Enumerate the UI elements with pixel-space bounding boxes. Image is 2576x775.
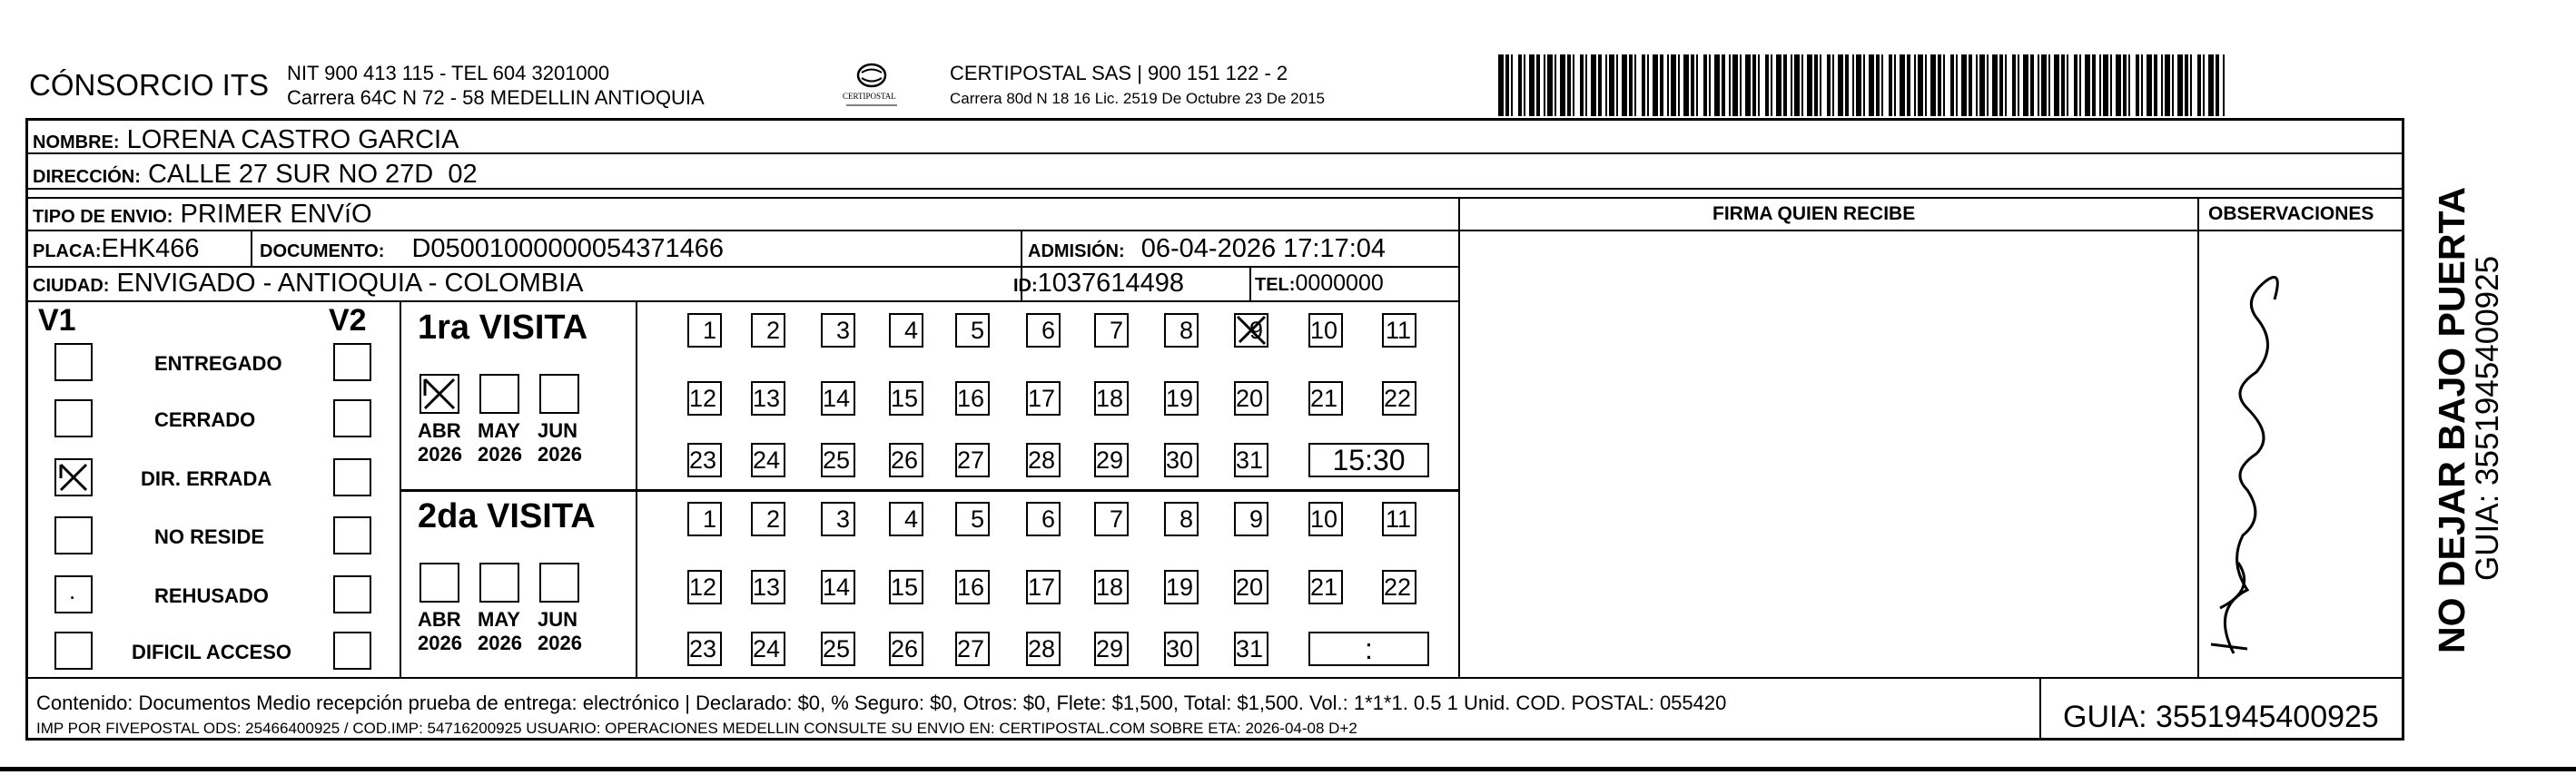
barcode-bar <box>1869 54 1874 116</box>
day-box[interactable]: 18 <box>1094 381 1129 416</box>
day-box[interactable]: 22 <box>1382 570 1416 604</box>
tipo-value: PRIMER ENVíO <box>180 200 372 229</box>
barcode-bar <box>1758 54 1760 116</box>
day-box[interactable]: 4 <box>889 502 923 536</box>
barcode-bar <box>2103 54 2108 116</box>
nombre-row <box>33 127 459 153</box>
barcode-bar <box>1498 54 1504 116</box>
day-box[interactable]: 27 <box>955 443 990 477</box>
month-label: ABR <box>418 608 461 631</box>
status-v1-checkbox[interactable] <box>54 343 93 381</box>
status-label: REHUSADO <box>154 584 269 607</box>
barcode-bar <box>1691 54 1694 116</box>
barcode-bar <box>1863 54 1865 116</box>
day-box[interactable]: 22 <box>1382 381 1416 416</box>
status-label: CERRADO <box>154 408 256 431</box>
month-checkbox[interactable] <box>539 563 579 603</box>
barcode-bar <box>1660 54 1663 116</box>
status-v2-checkbox[interactable] <box>333 575 371 613</box>
col-line <box>1249 266 1251 300</box>
year-label: 2026 <box>538 443 582 466</box>
company-name: CÓNSORCIO ITS <box>29 68 270 102</box>
barcode-bar <box>1914 54 1916 116</box>
barcode-bar <box>1678 54 1680 116</box>
barcode-bar <box>1622 54 1627 116</box>
license-line: Carrera 80d N 18 16 Lic. 2519 De Octubre 23 De 2015 <box>950 90 1325 107</box>
barcode-bar <box>1740 54 1742 116</box>
day-box[interactable]: 8 <box>1164 313 1199 348</box>
year-label: 2026 <box>418 632 462 654</box>
barcode-bar <box>1752 54 1756 116</box>
barcode-bar <box>1771 54 1772 116</box>
day-box[interactable]: 19 <box>1164 381 1199 416</box>
month-checkbox[interactable] <box>479 563 519 603</box>
day-box[interactable]: 9 <box>1234 502 1268 536</box>
barcode-bar <box>1554 54 1556 116</box>
barcode-bar <box>1729 54 1731 116</box>
barcode-bar <box>1969 54 1972 116</box>
day-box[interactable]: 14 <box>821 570 855 604</box>
month-label: ABR <box>418 419 461 442</box>
day-box[interactable]: 24 <box>751 632 785 666</box>
v2-label: V2 <box>329 303 367 338</box>
visit-title: 1ra VISITA <box>418 309 588 347</box>
status-label: NO RESIDE <box>154 525 265 548</box>
day-box[interactable]: 17 <box>1026 381 1061 416</box>
day-box[interactable]: 15 <box>889 381 923 416</box>
barcode-bar <box>1900 54 1905 116</box>
barcode-bar <box>1845 54 1849 116</box>
day-box[interactable]: 20 <box>1234 381 1268 416</box>
day-box[interactable]: 30 <box>1164 443 1199 477</box>
barcode-bar <box>1832 54 1834 116</box>
ciudad-row <box>33 270 584 297</box>
day-box[interactable]: 27 <box>955 632 990 666</box>
barcode-bar <box>2005 54 2007 116</box>
barcode-bar <box>2136 54 2139 116</box>
side-guia: GUIA: 3551945400925 <box>2470 255 2505 581</box>
barcode-bar <box>1585 54 1587 116</box>
year-label: 2026 <box>538 632 582 654</box>
v1-label: V1 <box>38 303 76 338</box>
barcode-bar <box>1930 54 1936 116</box>
barcode-bar <box>1820 54 1821 116</box>
barcode-bar <box>1907 54 1910 116</box>
day-box[interactable]: 31 <box>1234 443 1268 477</box>
barcode-bar <box>1876 54 1880 116</box>
id-row <box>1013 270 1184 297</box>
barcode-bar <box>1783 54 1787 116</box>
barcode-bar <box>1529 54 1535 116</box>
barcode-bar <box>1801 54 1803 116</box>
barcode-bar <box>2116 54 2121 116</box>
barcode-bar <box>2012 54 2016 116</box>
day-box[interactable]: 9 <box>1234 313 1268 348</box>
day-box[interactable]: 21 <box>1308 570 1343 604</box>
courier-line: CERTIPOSTAL SAS | 900 151 122 - 2 <box>950 62 1288 84</box>
barcode-bar <box>1852 54 1854 116</box>
day-box[interactable]: 26 <box>889 443 923 477</box>
barcode-bar <box>1591 54 1596 116</box>
logo-caption: CERTIPOSTAL <box>843 92 896 101</box>
tipo-label: TIPO DE ENVIO: <box>33 207 173 227</box>
barcode-bar <box>2054 54 2059 116</box>
day-box[interactable]: 17 <box>1026 570 1061 604</box>
time-box[interactable]: : <box>1308 632 1429 666</box>
visit-divider <box>400 489 1458 492</box>
barcode-bar <box>2223 54 2225 116</box>
status-label: DIFICIL ACCESO <box>132 641 292 663</box>
row-line <box>25 197 2404 199</box>
barcode-bar <box>1894 54 1896 116</box>
barcode-bar <box>1776 54 1781 116</box>
day-box[interactable]: 29 <box>1094 443 1129 477</box>
barcode-bar <box>2085 54 2090 116</box>
status-v2-checkbox[interactable] <box>333 399 371 437</box>
barcode-bar <box>1709 54 1711 116</box>
direccion-row <box>33 162 478 188</box>
day-box[interactable]: 2 <box>751 313 785 348</box>
day-box[interactable]: 3 <box>821 313 855 348</box>
day-box[interactable]: 26 <box>889 632 923 666</box>
barcode-bar <box>2216 54 2219 116</box>
direccion-label: DIRECCIÓN: <box>33 167 141 187</box>
barcode-bar <box>1536 54 1540 116</box>
day-box[interactable]: 13 <box>751 381 785 416</box>
year-label: 2026 <box>478 632 522 654</box>
status-label: ENTREGADO <box>154 352 282 375</box>
month-label: MAY <box>478 608 520 631</box>
status-v2-checkbox[interactable] <box>333 458 371 496</box>
barcode-bar <box>1547 54 1553 116</box>
ciudad-label: CIUDAD: <box>33 276 110 296</box>
barcode-bar <box>1881 54 1883 116</box>
barcode-bar <box>2165 54 2170 116</box>
barcode-bar <box>2147 54 2152 116</box>
barcode-bar <box>2099 54 2101 116</box>
ciudad-value: ENVIGADO - ANTIOQUIA - COLOMBIA <box>116 269 584 298</box>
barcode-bar <box>2154 54 2157 116</box>
day-box[interactable]: 25 <box>821 443 855 477</box>
barcode-bar <box>1696 54 1698 116</box>
barcode-bar <box>2208 54 2214 116</box>
id-value: 1037614498 <box>1037 269 1184 298</box>
day-box[interactable]: 2 <box>751 502 785 536</box>
barcode-bar <box>2190 54 2192 116</box>
barcode-bar <box>1950 54 1954 116</box>
day-box[interactable]: 16 <box>955 570 990 604</box>
col-line <box>251 230 252 266</box>
day-box[interactable]: 31 <box>1234 632 1268 666</box>
day-box[interactable]: 6 <box>1026 502 1061 536</box>
footer-line2: IMP POR FIVEPOSTAL ODS: 25466400925 / COD.IMP: 54716200925 USUARIO: OPERACIONES MEDELLIN CONSULTE SU ENVIO EN: CERTIPOSTAL.COM SOBRE ETA: 2026-04-08 D+2 <box>36 720 1357 737</box>
tel-value: 0000000 <box>1295 270 1384 296</box>
barcode-bar <box>1807 54 1812 116</box>
tel-row <box>1255 272 1384 295</box>
admision-label: ADMISIÓN: <box>1028 241 1125 261</box>
day-box[interactable]: 23 <box>687 443 722 477</box>
day-box[interactable]: 29 <box>1094 632 1129 666</box>
barcode-bar <box>1976 54 1978 116</box>
nit-line: NIT 900 413 115 - TEL 604 3201000 <box>287 62 610 84</box>
day-box[interactable]: 30 <box>1164 632 1199 666</box>
row-line <box>25 230 2404 231</box>
barcode-bar <box>1714 54 1720 116</box>
day-box[interactable]: 23 <box>687 632 722 666</box>
month-label: JUN <box>538 608 578 631</box>
day-box[interactable]: 5 <box>955 502 990 536</box>
barcode-bar <box>2041 54 2047 116</box>
day-box[interactable]: 14 <box>821 381 855 416</box>
barcode-bar <box>2185 54 2188 116</box>
barcode-bar <box>1616 54 1618 116</box>
year-label: 2026 <box>478 443 522 466</box>
year-label: 2026 <box>418 443 462 466</box>
status-mark: . <box>69 577 76 604</box>
barcode-bar <box>2038 54 2039 116</box>
placa-row <box>33 236 200 262</box>
barcode-bar <box>2197 54 2201 116</box>
barcode-bar <box>2079 54 2081 116</box>
visit-title: 2da VISITA <box>418 497 596 535</box>
documento-row <box>260 236 724 262</box>
form-frame <box>25 118 2404 741</box>
barcode-bar <box>2110 54 2112 116</box>
day-box[interactable]: 5 <box>955 313 990 348</box>
barcode-bar <box>1567 54 1571 116</box>
barcode-bar <box>2030 54 2034 116</box>
admision-value: 06-04-2026 17:17:04 <box>1140 234 1387 263</box>
barcode-bar <box>2203 54 2205 116</box>
status-v1-checkbox[interactable] <box>54 458 93 496</box>
barcode-bar <box>1671 54 1676 116</box>
row-line <box>25 677 2404 679</box>
barcode-bar <box>1794 54 1800 116</box>
barcode-bar <box>1745 54 1751 116</box>
day-box[interactable]: 6 <box>1026 313 1061 348</box>
barcode-bar <box>1703 54 1707 116</box>
barcode-bar <box>2161 54 2163 116</box>
documento-value: D05001000000054371466 <box>411 234 724 263</box>
page-edge <box>0 767 2576 771</box>
barcode-bar <box>2177 54 2183 116</box>
barcode-bar <box>2172 54 2174 116</box>
barcode-bar <box>1765 54 1769 116</box>
footer-guia: GUIA: 3551945400925 <box>2063 700 2379 734</box>
documento-label: DOCUMENTO: <box>260 241 385 261</box>
barcode-bar <box>1511 54 1513 116</box>
barcode-bar <box>2128 54 2130 116</box>
barcode-bar <box>1992 54 1998 116</box>
barcode-bar <box>1634 54 1636 116</box>
day-box[interactable]: 25 <box>821 632 855 666</box>
barcode-bar <box>1629 54 1633 116</box>
barcode <box>1498 54 2225 116</box>
status-v2-checkbox[interactable] <box>333 516 371 554</box>
barcode-bar <box>2067 54 2068 116</box>
month-checkbox[interactable] <box>419 374 459 414</box>
barcode-bar <box>1518 54 1522 116</box>
day-box[interactable]: 10 <box>1308 313 1343 348</box>
day-box[interactable]: 10 <box>1308 502 1343 536</box>
barcode-bar <box>2023 54 2028 116</box>
barcode-bar <box>1961 54 1967 116</box>
barcode-bar <box>1827 54 1831 116</box>
col-line <box>2039 677 2041 741</box>
day-box[interactable]: 12 <box>687 381 722 416</box>
barcode-bar <box>1925 54 1927 116</box>
footer-line1: Contenido: Documentos Medio recepción prueba de entrega: electrónico | Declarado: $0, % Seguro: $0, Otros: $0, Flete: $1,500, Total: $1,500. Vol.: 1*1*1. 0.5 1 Unid. COD. POSTAL: 055420 <box>36 692 1727 714</box>
day-box[interactable]: 8 <box>1164 502 1199 536</box>
barcode-bar <box>1647 54 1649 116</box>
day-box[interactable]: 15 <box>889 570 923 604</box>
barcode-bar <box>1979 54 1985 116</box>
day-box[interactable]: 20 <box>1234 570 1268 604</box>
placa-value: EHK466 <box>101 234 200 263</box>
status-v1-checkbox[interactable] <box>54 575 93 613</box>
direccion-value: CALLE 27 SUR NO 27D 02 <box>147 160 478 189</box>
day-box[interactable]: 7 <box>1094 313 1129 348</box>
nombre-value: LORENA CASTRO GARCIA <box>126 125 459 154</box>
barcode-bar <box>1598 54 1602 116</box>
status-v1-checkbox[interactable] <box>54 632 93 670</box>
barcode-bar <box>2061 54 2065 116</box>
barcode-bar <box>2123 54 2127 116</box>
day-box[interactable]: 16 <box>955 381 990 416</box>
barcode-bar <box>1544 54 1545 116</box>
day-box[interactable]: 12 <box>687 570 722 604</box>
firma-header: FIRMA QUIEN RECIBE <box>1712 203 1916 224</box>
row-line <box>25 300 1458 302</box>
nombre-label: NOMBRE: <box>33 132 120 152</box>
company-address: Carrera 64C N 72 - 58 MEDELLIN ANTIOQUIA <box>287 86 705 109</box>
barcode-bar <box>1573 54 1574 116</box>
status-v1-checkbox[interactable] <box>54 516 93 554</box>
day-box[interactable]: 28 <box>1026 632 1061 666</box>
day-box[interactable]: 18 <box>1094 570 1129 604</box>
day-box[interactable]: 4 <box>889 313 923 348</box>
time-box[interactable]: 15:30 <box>1308 443 1429 477</box>
tipo-row <box>33 201 372 228</box>
barcode-bar <box>1653 54 1658 116</box>
barcode-bar <box>1732 54 1738 116</box>
barcode-bar <box>1838 54 1843 116</box>
status-v1-checkbox[interactable] <box>54 399 93 437</box>
barcode-bar <box>2074 54 2078 116</box>
barcode-bar <box>2048 54 2050 116</box>
col-line <box>1458 197 1460 677</box>
barcode-bar <box>2018 54 2019 116</box>
barcode-bar <box>1814 54 1818 116</box>
barcode-bar <box>1999 54 2003 116</box>
barcode-bar <box>1943 54 1945 116</box>
barcode-bar <box>1987 54 1989 116</box>
day-box[interactable]: 7 <box>1094 502 1129 536</box>
barcode-bar <box>1938 54 1941 116</box>
admision-row <box>1028 236 1386 262</box>
month-checkbox[interactable] <box>479 374 519 414</box>
observaciones-header: OBSERVACIONES <box>2208 203 2374 224</box>
status-v2-checkbox[interactable] <box>333 343 371 381</box>
day-box[interactable]: 28 <box>1026 443 1061 477</box>
day-box[interactable]: 19 <box>1164 570 1199 604</box>
status-label: DIR. ERRADA <box>141 467 272 490</box>
status-v2-checkbox[interactable] <box>333 632 371 670</box>
barcode-bar <box>1918 54 1923 116</box>
barcode-bar <box>1667 54 1669 116</box>
row-line <box>25 266 1458 268</box>
day-box[interactable]: 1 <box>687 502 722 536</box>
day-box[interactable]: 3 <box>821 502 855 536</box>
barcode-bar <box>1560 54 1565 116</box>
month-checkbox[interactable] <box>539 374 579 414</box>
barcode-bar <box>1683 54 1689 116</box>
day-box[interactable]: 1 <box>687 313 722 348</box>
side-warning: NO DEJAR BAJO PUERTA <box>2431 186 2472 653</box>
day-box[interactable]: 13 <box>751 570 785 604</box>
barcode-bar <box>2092 54 2096 116</box>
barcode-bar <box>1956 54 1958 116</box>
day-box[interactable]: 11 <box>1382 313 1416 348</box>
day-box[interactable]: 11 <box>1382 502 1416 536</box>
month-label: MAY <box>478 419 520 442</box>
barcode-bar <box>1856 54 1861 116</box>
tel-label: TEL: <box>1255 275 1296 295</box>
placa-label: PLACA: <box>33 241 102 261</box>
month-label: JUN <box>538 419 578 442</box>
month-checkbox[interactable] <box>419 563 459 603</box>
id-label: ID: <box>1013 276 1038 296</box>
day-box[interactable]: 24 <box>751 443 785 477</box>
barcode-bar <box>1722 54 1725 116</box>
certipostal-logo <box>835 60 908 109</box>
barcode-bar <box>1505 54 1509 116</box>
recipient-signature <box>2193 263 2302 662</box>
barcode-bar <box>1605 54 1607 116</box>
day-box[interactable]: 21 <box>1308 381 1343 416</box>
barcode-bar <box>1889 54 1892 116</box>
barcode-bar <box>2141 54 2143 116</box>
barcode-bar <box>1580 54 1584 116</box>
barcode-bar <box>1642 54 1645 116</box>
barcode-bar <box>1524 54 1525 116</box>
barcode-bar <box>1609 54 1614 116</box>
barcode-bar <box>1791 54 1792 116</box>
